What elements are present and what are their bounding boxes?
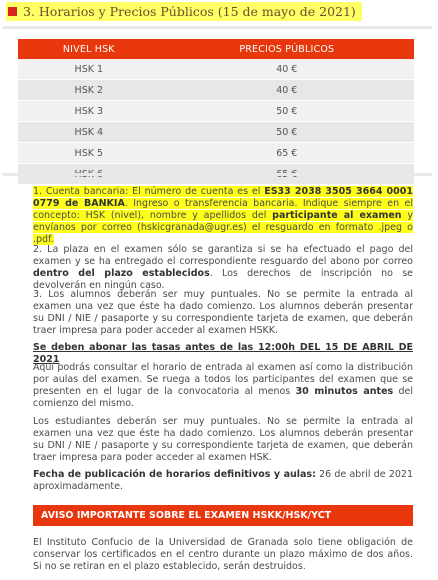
deadline-notice: Se deben abonar las tasas antes de las 12:00h DEL 15 DE ABRIL DE 2021 [33,342,413,365]
price-cell: 50 € [160,122,414,143]
table-row [18,122,414,143]
bullet-square-icon [8,7,17,16]
certificates-paragraph: El Instituto Confucio de la Universidad de Granada solo tiene obligación de conservar los certificados en el centro durante un plazo máximo de dos años. Si no se retiran en el plazo establecido, serán destruidos. [33,537,413,572]
students-paragraph: Los estudiantes deberán ser muy puntuales. No se permite la entrada al examen una vez que éste ha dado comienzo. Los alumnos deberán presentar su DNI / NIE / pasaporte y su correspondiente tarjeta de examen, que deberán traer impresa para poder acceder al examen HSK. [33,416,413,463]
price-table [18,39,414,185]
level-cell: HSK 1 [18,59,160,80]
publication-date-paragraph: Fecha de publicación de horarios definitivos y aulas: 26 de abril de 2021 aproximadamente. [33,469,413,492]
table-row [18,80,414,101]
price-cell: 40 € [160,59,414,80]
payment-guarantee-paragraph: 2. La plaza en el examen sólo se garantiza si se ha efectuado el pago del examen y se ha entregado el correspondiente resguardo del abono por correo dentro del plazo establecidos. Los derechos de inscripción no se devolverán en ningún caso. [33,244,413,291]
price-cell: 40 € [160,80,414,101]
table-header-row [18,39,414,59]
schedule-paragraph: Aquí podrás consultar el horario de entrada al examen así como la distribución por aulas del examen. Se ruega a todos los participantes del examen que se presenten en el lugar de la convocatoria al menos 30 minutos antes del comienzo del mismo. [33,362,413,409]
level-cell: HSK 5 [18,143,160,164]
level-cell: HSK 3 [18,101,160,122]
header-price: PRECIOS PÚBLICOS [160,39,414,59]
notice-banner-text: AVISO IMPORTANTE SOBRE EL EXAMEN HSKK/HSK/YCT [41,510,332,521]
separator [2,173,432,176]
bank-account-paragraph [33,186,413,246]
punctuality-paragraph: 3. Los alumnos deberán ser muy puntuales. No se permite la entrada al examen una vez que éste ha dado comienzo. Los alumnos deberán presentar su DNI / NIE / pasaporte y su correspondiente tarjeta de examen, que deberán traer impresa para poder acceder al examen HSKK. [33,289,413,336]
header-level: NIVEL HSK [18,39,160,59]
table-row [18,59,414,80]
section-title-text: 3. Horarios y Precios Públicos (15 de mayo de 2021) [23,4,356,19]
table-row [18,143,414,164]
separator [2,26,432,29]
notice-banner [33,505,413,526]
section-title [6,2,362,21]
price-cell: 65 € [160,143,414,164]
table-row [18,101,414,122]
level-cell: HSK 4 [18,122,160,143]
price-cell: 50 € [160,101,414,122]
bank-text: 1. Cuenta bancaria: El número de cuenta es el ES33 2038 3505 3664 0001 0779 de BANKIA. Ingreso o transferencia bancaria. Indique siempre en el concepto: HSK (nivel), nombre y apellidos del participante al examen y envíanos por correo (hskicgranada@ugr.es) el resguardo en formato .jpeg o .pdf. [33,186,413,245]
iban: ES33 2038 3505 3664 0001 0779 de BANKIA [33,186,413,209]
level-cell: HSK 2 [18,80,160,101]
